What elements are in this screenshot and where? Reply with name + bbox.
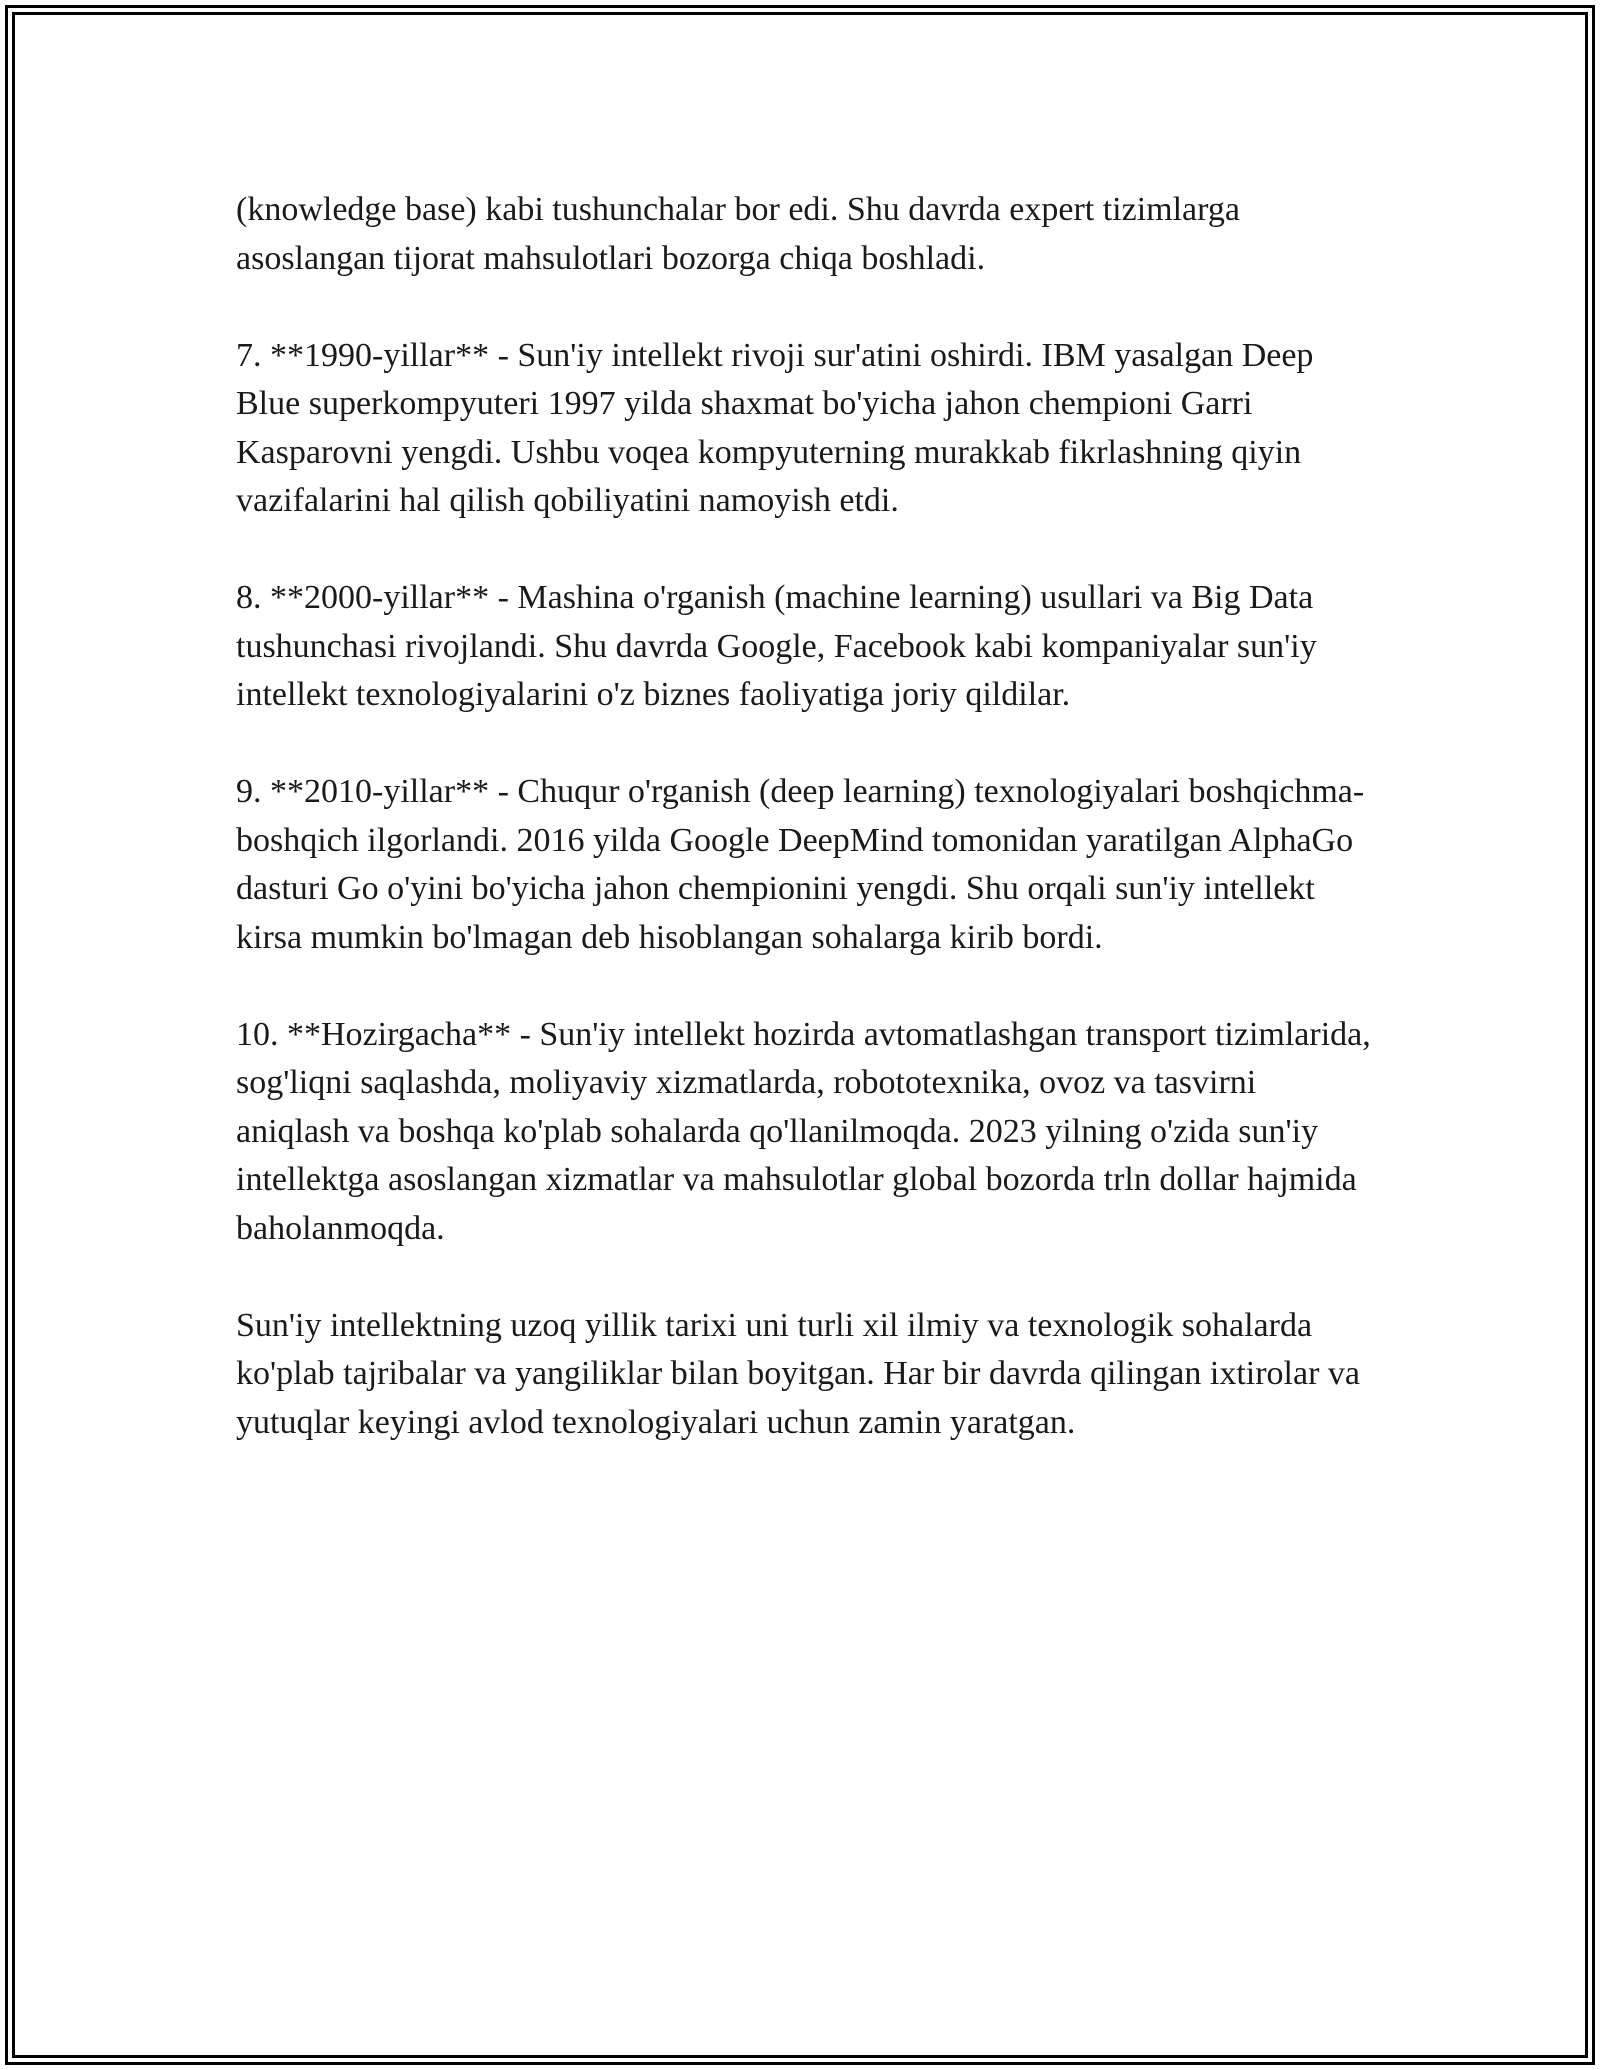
paragraph-2000s: 8. **2000-yillar** - Mashina o'rganish (machine learning) usullari va Big Data tushunchasi rivojlandi. Shu davrda Google, Facebook kabi kompaniyalar sun'iy intellekt texnologiyalarini o'z biznes faoliyatiga joriy qildilar. [236,579,1317,713]
paragraph-present: 10. **Hozirgacha** - Sun'iy intellekt hozirda avtomatlashgan transport tizimlarida, sog'liqni saqlashda, moliyaviy xizmatlarda, robototexnika, ovoz va tasvirni aniqlash va boshqa ko'plab sohalarda qo'llanilmoqda. 2023 yilning o'zida sun'iy intellektga asoslangan xizmatlar va mahsulotlar global bozorda trln dollar hajmida baholanmoqda. [236,1015,1371,1247]
paragraph-conclusion: Sun'iy intellektning uzoq yillik tarixi uni turli xil ilmiy va texnologik sohalarda ko'plab tajribalar va yangiliklar bilan boyitgan. Har bir davrda qilingan ixtirolar va yutuqlar keyingi avlod texnologiyalari uchun zamin yaratgan. [236,1306,1360,1441]
document-body [236,186,1376,1447]
paragraph-2010s: 9. **2010-yillar** - Chuqur o'rganish (deep learning) texnologiyalari boshqichma-boshqich ilgorlandi. 2016 yilda Google DeepMind tomonidan yaratilgan AlphaGo dasturi Go o'yini bo'yicha jahon chempionini yengdi. Shu orqali sun'iy intellekt kirsa mumkin bo'lmagan deb hisoblangan sohalarga kirib bordi. [236,773,1365,956]
paragraph-1990s: 7. **1990-yillar** - Sun'iy intellekt rivoji sur'atini oshirdi. IBM yasalgan Deep Blue superkompyuteri 1997 yilda shaxmat bo'yicha jahon chempioni Garri Kasparovni yengdi. Ushbu voqea kompyuterning murakkab fikrlashning qiyin vazifalarini hal qilish qobiliyatini namoyish etdi. [236,336,1314,519]
paragraph-knowledge-base: (knowledge base) kabi tushunchalar bor edi. Shu davrda expert tizimlarga asoslangan tijorat mahsulotlari bozorga chiqa boshladi. [236,191,1240,277]
